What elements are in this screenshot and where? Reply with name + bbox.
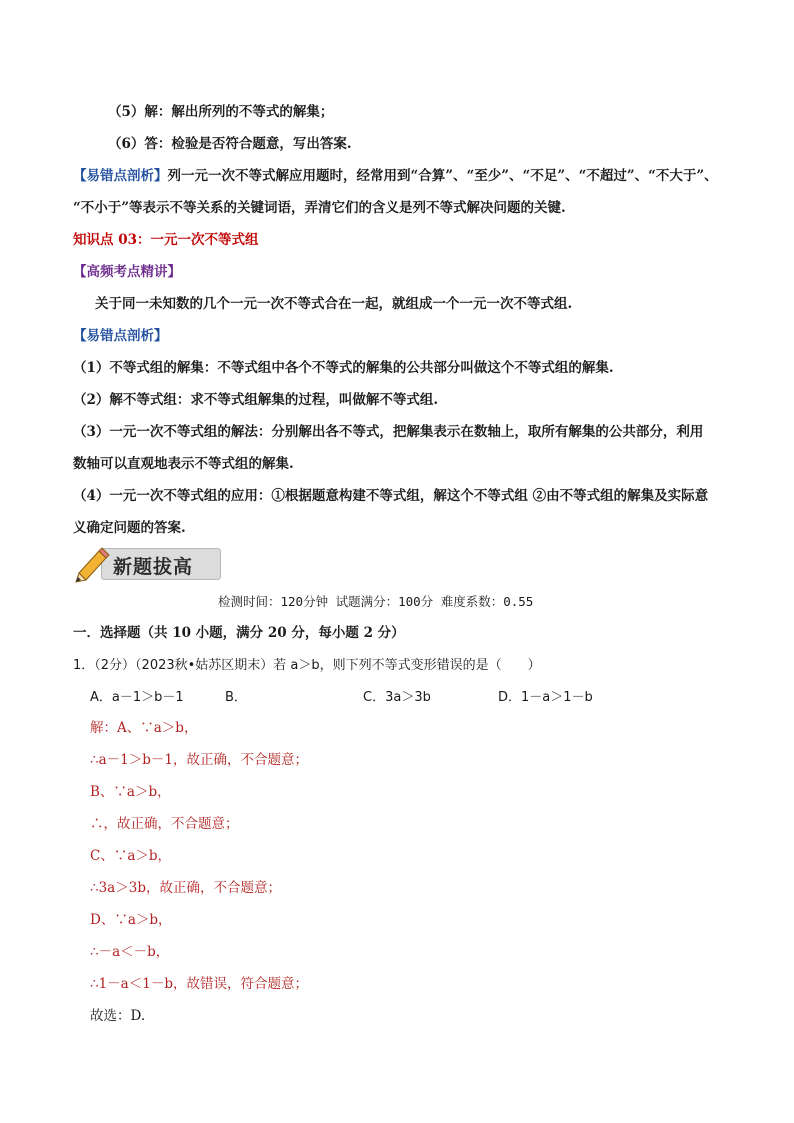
point-1: （1）不等式组的解集：不等式组中各个不等式的解集的公共部分叫做这个不等式组的解集. — [73, 360, 614, 376]
option-d[interactable]: D．1－a＞1－b — [498, 690, 593, 705]
solution-answer: 故选：D. — [90, 1008, 146, 1024]
option-c[interactable]: C．3a＞3b — [363, 690, 431, 705]
solution-line: D、∵a＞b， — [90, 912, 172, 928]
easy-error-tag-2: 【易错点剖析】 — [73, 328, 168, 344]
easy-error-text-cont: “不小于”等表示不等关系的关键词语，弄清它们的含义是列不等式解决问题的关键. — [73, 200, 566, 216]
step-5: （5）解：解出所列的不等式的解集； — [108, 104, 334, 120]
solution-line: ∴a－1＞b－1，故正确，不合题意； — [90, 752, 308, 768]
solution-line: ∴，故正确，不合题意； — [90, 816, 239, 832]
option-a[interactable]: A．a－1＞b－1 — [90, 690, 184, 705]
point-4-cont: 义确定问题的答案. — [73, 520, 186, 536]
definition-text: 关于同一未知数的几个一元一次不等式合在一起，就组成一个一元一次不等式组. — [95, 296, 573, 312]
solution-line: ∴1－a＜1－b，故错误，符合题意； — [90, 976, 308, 992]
section-heading: 一．选择题（共 10 小题，满分 20 分，每小题 2 分） — [73, 625, 405, 641]
banner-title: 新题拔高 — [113, 556, 194, 578]
test-info: 检测时间：120分钟 试题满分：100分 难度系数：0.55 — [218, 594, 534, 609]
solution-line: C、∵a＞b， — [90, 848, 172, 864]
point-3-cont: 数轴可以直观地表示不等式组的解集. — [73, 456, 294, 472]
question-1-stem: 1．（2分）（2023秋•姑苏区期末）若 a＞b，则下列不等式变形错误的是（ ） — [73, 658, 541, 673]
easy-error-tag: 【易错点剖析】 — [73, 168, 168, 184]
step-6: （6）答：检验是否符合题意，写出答案. — [108, 136, 352, 152]
point-2: （2）解不等式组：求不等式组解集的过程，叫做解不等式组. — [73, 392, 439, 408]
solution-line: ∴－a＜－b， — [90, 944, 170, 960]
solution-line: ∴3a＞3b，故正确，不合题意； — [90, 880, 281, 896]
solution-line: B、∵a＞b， — [90, 784, 171, 800]
knowledge-point-title: 知识点 03：一元一次不等式组 — [73, 232, 259, 248]
pencil-icon — [73, 543, 113, 583]
new-questions-banner — [73, 543, 223, 583]
option-b[interactable]: B． — [225, 690, 247, 705]
point-4: （4）一元一次不等式组的应用：①根据题意构建不等式组，解这个不等式组 ②由不等式组的解集及实际意 — [73, 488, 709, 504]
solution-line: 解：A、∵a＞b， — [90, 720, 198, 736]
easy-error-text: 列一元一次不等式解应用题时，经常用到“合算”、“至少”、“不足”、“不超过”、“不大于”、 — [167, 168, 718, 184]
high-frequency-tag: 【高频考点精讲】 — [73, 264, 181, 280]
easy-error-paragraph-1 — [73, 166, 718, 186]
point-3: （3）一元一次不等式组的解法：分别解出各不等式，把解集表示在数轴上，取所有解集的公共部分，利用 — [73, 424, 704, 440]
